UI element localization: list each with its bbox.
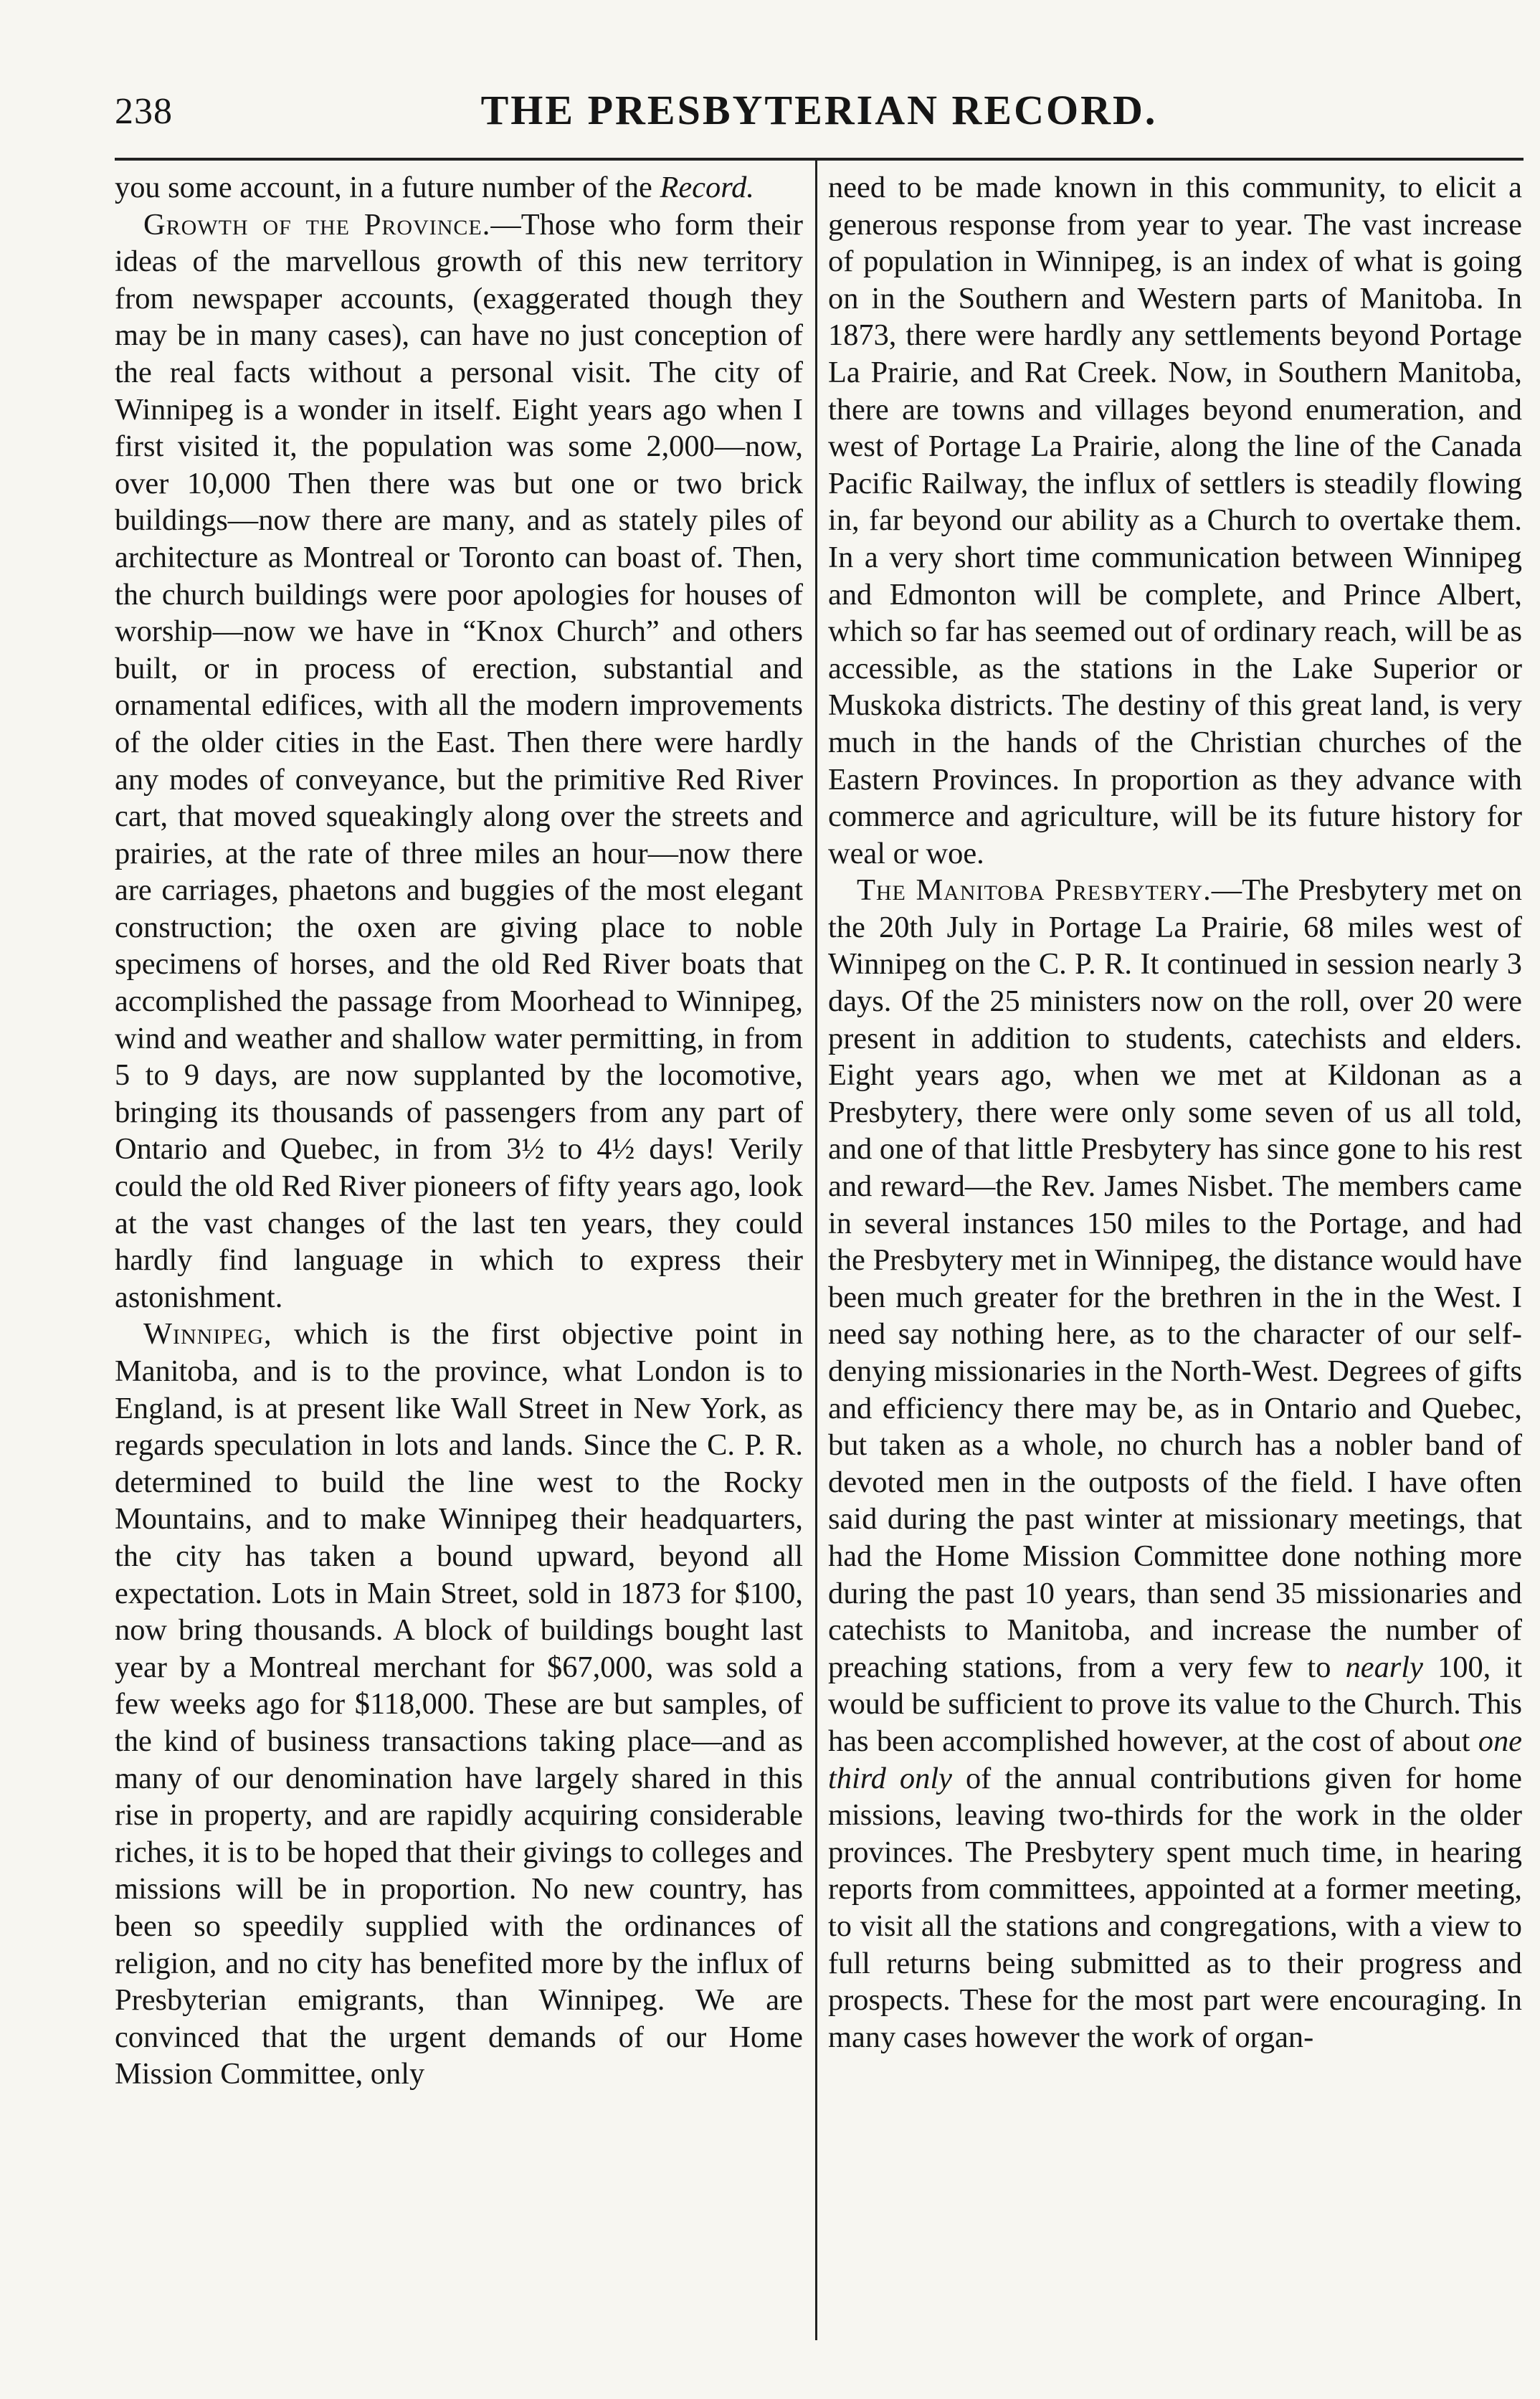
- left-column: [115, 169, 803, 2093]
- paragraph-growth-of-province: [115, 206, 803, 1316]
- paragraph-text: of the annual contributions given for home missions, leaving two-thirds for the work in the older provinces. The Presbytery spent much time, in hearing reports from committees, appointed at a former meeting, to visit all the stations and congregations, with a view to full returns being submitted as to their progress and prospects. These for the most part were encouraging. In many cases however the work of organ-: [828, 1761, 1522, 2054]
- page-header: [115, 85, 1524, 149]
- running-title: THE PRESBYTERIAN RECORD.: [480, 87, 1158, 133]
- italic-text: one third only: [828, 1724, 1522, 1795]
- section-heading: The Manitoba Presbytery.: [857, 873, 1212, 908]
- paragraph-manitoba-presbytery: [828, 872, 1522, 2056]
- right-column: [828, 169, 1522, 2056]
- paragraph-text: —Those who form their ideas of the marvellous growth of this new territory from newspaper accounts, (exaggerated though they may be in many cases), can have no just conception of the real facts without a personal visit. The city of Winnipeg is a wonder in itself. Eight years ago when I first visited it, the population was some 2,000—now, over 10,000 Then there was but one or two brick buildings—now there are many, and as stately piles of architecture as Montreal or Toronto can boast of. Then, the church buildings were poor apologies for houses of worship—now we have in “Knox Church” and others built, or in process of erection, substantial and ornamental edifices, with all the modern improvements of the older cities in the East. Then there were hardly any modes of conveyance, but the primitive Red River cart, that moved squeakingly along over the streets and prairies, at the rate of three miles an hour—now there are carriages, phaetons and buggies of the most elegant construction; the oxen are giving place to noble specimens of horses, and the old Red River boats that accomplished the passage from Moorhead to Winnipeg, wind and weather and shallow water permitting, in from 5 to 9 days, are now supplanted by the locomotive, bringing its thousands of passengers from any part of Ontario and Quebec, in from 3½ to 4½ days! Verily could the old Red River pioneers of fifty years ago, look at the vast changes of the last ten years, they could hardly find language in which to express their astonishment.: [115, 207, 803, 1314]
- page-number: 238: [115, 91, 173, 132]
- italic-text: Record.: [660, 171, 754, 204]
- column-divider: [815, 161, 817, 2340]
- paragraph-continuation: [828, 169, 1522, 872]
- header-rule: [115, 158, 1524, 161]
- section-heading: Winnipeg,: [143, 1317, 272, 1351]
- paragraph-continuation: [115, 169, 803, 206]
- paragraph-text: which is the first objective point in Manitoba, and is to the province, what London is to England, is at present like Wall Street in New York, as regards speculation in lots and lands. Since the C. P. R. determined to build the line west to the Rocky Mountains, and to make Winnipeg their headquarters, the city has taken a bound upward, beyond all expectation. Lots in Main Street, sold in 1873 for $100, now bring thousands. A block of buildings bought last year by a Montreal merchant for $67,000, was sold a few weeks ago for $118,000. These are but samples, of the kind of business transactions taking place—and as many of our denomination have largely shared in this rise in property, and are rapidly acquiring considerable riches, it is to be hoped that their givings to colleges and missions will be in proportion. No new country, has been so speedily supplied with the ordinances of religion, and no city has benefited more by the influx of Presbyterian emigrants, than Winnipeg. We are convinced that the urgent demands of our Home Mission Committee, only: [115, 1317, 803, 2091]
- paragraph-text: 100, it would be sufficient to prove its value to the Church. This has been accomplished however, at the cost of about: [828, 1650, 1522, 1758]
- section-heading: Growth of the Province.: [143, 207, 491, 242]
- paragraph-text: —The Presbytery met on the 20th July in Portage La Prairie, 68 miles west of Winnipeg on the C. P. R. It continued in session nearly 3 days. Of the 25 ministers now on the roll, over 20 were present in addition to students, catechists and elders. Eight years ago, when we met at Kildonan as a Presbytery, there were only some seven of us all told, and one of that little Presbytery has since gone to his rest and reward—the Rev. James Nisbet. The members came in several instances 150 miles to the Portage, and had the Presbytery met in Winnipeg, the distance would have been much greater for the brethren in the in the West. I need say nothing here, as to the character of our self-denying missionaries in the North-West. Degrees of gifts and efficiency there may be, as in Ontario and Quebec, but taken as a whole, no church has a nobler band of devoted men in the outposts of the field. I have often said during the past winter at missionary meetings, that had the Home Mission Committee done nothing more during the past 10 years, than send 35 missionaries and catechists to Manitoba, and increase the number of preaching stations, from a very few to: [828, 873, 1522, 1684]
- paragraph-text: need to be made known in this community, to elicit a generous response from year to year. The vast increase of population in Winnipeg, is an index of what is going on in the Southern and Western parts of Manitoba. In 1873, there were hardly any settlements beyond Portage La Prairie, and Rat Creek. Now, in Southern Manitoba, there are towns and villages beyond enumeration, and west of Portage La Prairie, along the line of the Canada Pacific Railway, the influx of settlers is steadily flowing in, far beyond our ability as a Church to overtake them. In a very short time communication between Winnipeg and Edmonton will be complete, and Prince Albert, which so far has seemed out of ordinary reach, will be as accessible, as the stations in the Lake Superior or Muskoka districts. The destiny of this great land, is very much in the hands of the Christian churches of the Eastern Provinces. In proportion as they advance with commerce and agriculture, will be its future history for weal or woe.: [828, 171, 1522, 870]
- paragraph-winnipeg: [115, 1316, 803, 2092]
- paragraph-text: you some account, in a future number of the: [115, 171, 652, 204]
- italic-text: nearly: [1345, 1650, 1423, 1684]
